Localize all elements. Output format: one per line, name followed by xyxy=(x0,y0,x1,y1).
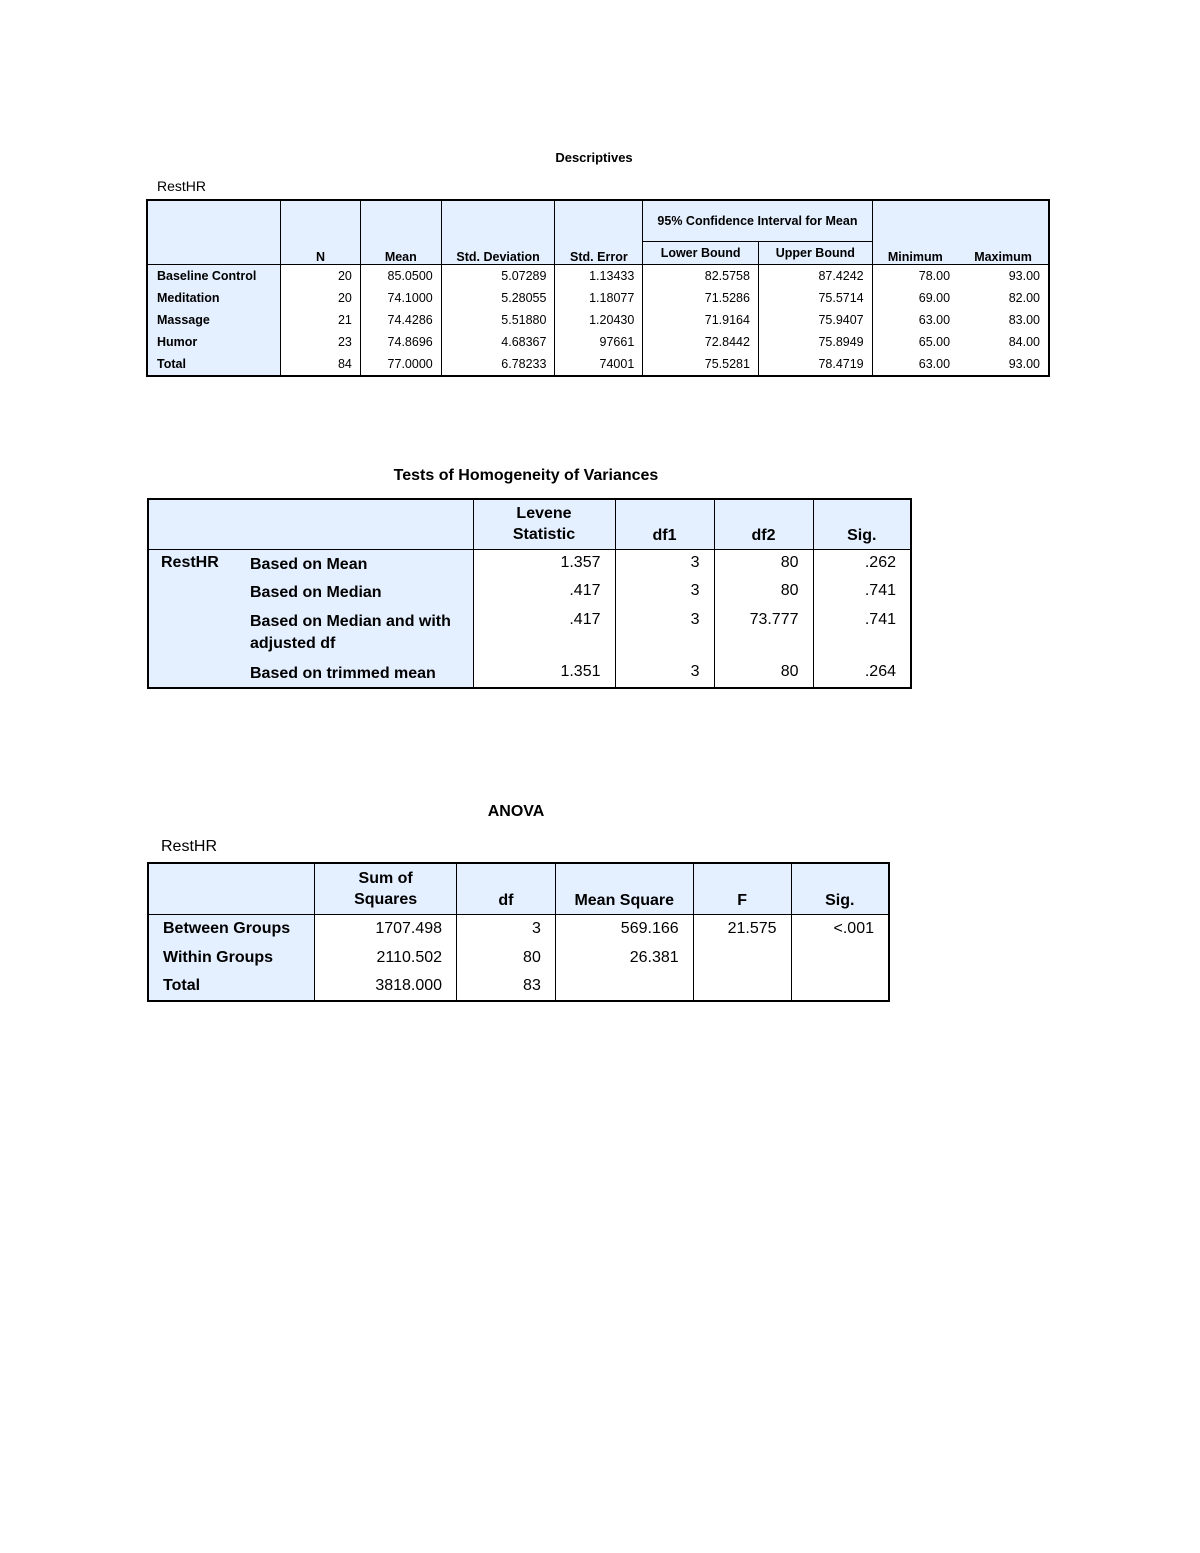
homogeneity-title: Tests of Homogeneity of Variances xyxy=(393,467,659,484)
col-header: Sum of Squares xyxy=(315,863,457,914)
table-cell: 1.357 xyxy=(473,549,615,578)
row-header: Within Groups xyxy=(148,943,315,972)
row-header: Based on Median xyxy=(236,578,473,607)
table-cell xyxy=(791,972,889,1001)
table-cell: 80 xyxy=(457,943,556,972)
table-cell: 65.00 xyxy=(872,331,958,353)
table-cell: 1.20430 xyxy=(555,309,643,331)
table-cell: 4.68367 xyxy=(441,331,555,353)
table-cell: 83.00 xyxy=(958,309,1049,331)
table-cell: 69.00 xyxy=(872,287,958,309)
anova-table xyxy=(147,862,890,1002)
table-cell: 82.00 xyxy=(958,287,1049,309)
table-cell: .741 xyxy=(813,578,911,607)
table-cell: 74.4286 xyxy=(360,309,441,331)
table-cell: 74.1000 xyxy=(360,287,441,309)
table-cell: 21.575 xyxy=(693,914,791,943)
table-cell: 3 xyxy=(615,578,714,607)
table-cell: 82.5758 xyxy=(643,265,759,288)
col-header: Mean Square xyxy=(555,863,693,914)
table-cell: 5.51880 xyxy=(441,309,555,331)
table-cell: 6.78233 xyxy=(441,353,555,376)
table-cell: 78.00 xyxy=(872,265,958,288)
table-cell: 85.0500 xyxy=(360,265,441,288)
table-cell: 93.00 xyxy=(958,265,1049,288)
table-cell: 71.9164 xyxy=(643,309,759,331)
table-cell: 74001 xyxy=(555,353,643,376)
table-cell: 75.9407 xyxy=(758,309,872,331)
table-row xyxy=(147,353,1049,376)
col-header: df xyxy=(457,863,556,914)
table-cell: 5.07289 xyxy=(441,265,555,288)
table-cell: 1.18077 xyxy=(555,287,643,309)
col-header: Std. Error xyxy=(555,200,643,265)
homogeneity-table xyxy=(147,498,912,689)
table-cell: 78.4719 xyxy=(758,353,872,376)
table-row xyxy=(148,972,889,1001)
table-row xyxy=(148,578,911,607)
col-header: N xyxy=(281,200,361,265)
variable-cell: RestHR xyxy=(148,549,236,688)
table-cell xyxy=(693,943,791,972)
col-header: F xyxy=(693,863,791,914)
table-cell: 1707.498 xyxy=(315,914,457,943)
row-header: Based on Median and with adjusted df xyxy=(236,607,473,659)
table-cell: <.001 xyxy=(791,914,889,943)
anova-header-row xyxy=(148,863,889,914)
row-header: Based on Mean xyxy=(236,549,473,578)
table-cell: 72.8442 xyxy=(643,331,759,353)
table-cell: 97661 xyxy=(555,331,643,353)
descriptives-variable-label: RestHR xyxy=(157,178,207,194)
table-cell: 80 xyxy=(714,659,813,688)
ci-header: 95% Confidence Interval for Mean xyxy=(643,200,872,242)
anova-body xyxy=(148,914,889,1001)
table-cell: 3818.000 xyxy=(315,972,457,1001)
table-cell: 1.13433 xyxy=(555,265,643,288)
table-row xyxy=(148,607,911,659)
descriptives-table xyxy=(146,199,1050,377)
table-cell: .741 xyxy=(813,607,911,659)
table-cell: 63.00 xyxy=(872,353,958,376)
table-cell xyxy=(791,943,889,972)
row-header: Baseline Control xyxy=(147,265,281,288)
table-cell: 20 xyxy=(281,287,361,309)
corner-cell xyxy=(148,863,315,914)
table-cell: 5.28055 xyxy=(441,287,555,309)
col-header: df2 xyxy=(714,499,813,549)
table-row xyxy=(147,287,1049,309)
table-cell: 21 xyxy=(281,309,361,331)
table-row xyxy=(147,331,1049,353)
col-header: Minimum xyxy=(872,200,958,265)
table-cell: .262 xyxy=(813,549,911,578)
table-cell: 26.381 xyxy=(555,943,693,972)
row-header: Based on trimmed mean xyxy=(236,659,473,688)
table-cell: .264 xyxy=(813,659,911,688)
table-row xyxy=(147,265,1049,288)
row-header: Meditation xyxy=(147,287,281,309)
col-header: Sig. xyxy=(813,499,911,549)
col-header: Std. Deviation xyxy=(441,200,555,265)
table-cell: 3 xyxy=(615,607,714,659)
table-cell: .417 xyxy=(473,607,615,659)
table-cell: 71.5286 xyxy=(643,287,759,309)
table-cell: 74.8696 xyxy=(360,331,441,353)
table-cell: 1.351 xyxy=(473,659,615,688)
table-cell: 80 xyxy=(714,578,813,607)
table-cell xyxy=(693,972,791,1001)
table-row xyxy=(148,943,889,972)
table-row xyxy=(148,659,911,688)
col-header: Upper Bound xyxy=(758,242,872,265)
col-header: Sig. xyxy=(791,863,889,914)
table-cell: 3 xyxy=(457,914,556,943)
row-header: Between Groups xyxy=(148,914,315,943)
table-cell: 75.5714 xyxy=(758,287,872,309)
table-cell: 84 xyxy=(281,353,361,376)
table-cell: 23 xyxy=(281,331,361,353)
corner-cell xyxy=(147,200,281,265)
table-row xyxy=(148,914,889,943)
table-cell: 20 xyxy=(281,265,361,288)
table-cell: 75.5281 xyxy=(643,353,759,376)
row-header: Massage xyxy=(147,309,281,331)
table-cell: 569.166 xyxy=(555,914,693,943)
row-header: Total xyxy=(147,353,281,376)
descriptives-header-row-1 xyxy=(147,200,1049,242)
table-cell: 3 xyxy=(615,659,714,688)
table-cell: 3 xyxy=(615,549,714,578)
table-cell: 2110.502 xyxy=(315,943,457,972)
table-cell: 75.8949 xyxy=(758,331,872,353)
col-header: Mean xyxy=(360,200,441,265)
homogeneity-body xyxy=(148,549,911,688)
table-cell: 93.00 xyxy=(958,353,1049,376)
table-cell: 87.4242 xyxy=(758,265,872,288)
table-cell: .417 xyxy=(473,578,615,607)
table-cell: 77.0000 xyxy=(360,353,441,376)
row-header: Humor xyxy=(147,331,281,353)
col-header: Maximum xyxy=(958,200,1049,265)
table-row xyxy=(147,309,1049,331)
table-cell xyxy=(555,972,693,1001)
homogeneity-header-row xyxy=(148,499,911,549)
row-header: Total xyxy=(148,972,315,1001)
table-cell: 63.00 xyxy=(872,309,958,331)
col-header: df1 xyxy=(615,499,714,549)
descriptives-title: Descriptives xyxy=(555,150,633,165)
anova-title: ANOVA xyxy=(487,803,545,820)
table-row xyxy=(148,549,911,578)
descriptives-body xyxy=(147,265,1049,377)
col-header: Levene Statistic xyxy=(473,499,615,549)
table-cell: 84.00 xyxy=(958,331,1049,353)
anova-variable-label: RestHR xyxy=(161,838,218,855)
table-cell: 73.777 xyxy=(714,607,813,659)
col-header: Lower Bound xyxy=(643,242,759,265)
table-cell: 83 xyxy=(457,972,556,1001)
table-cell: 80 xyxy=(714,549,813,578)
corner-cell xyxy=(148,499,473,549)
